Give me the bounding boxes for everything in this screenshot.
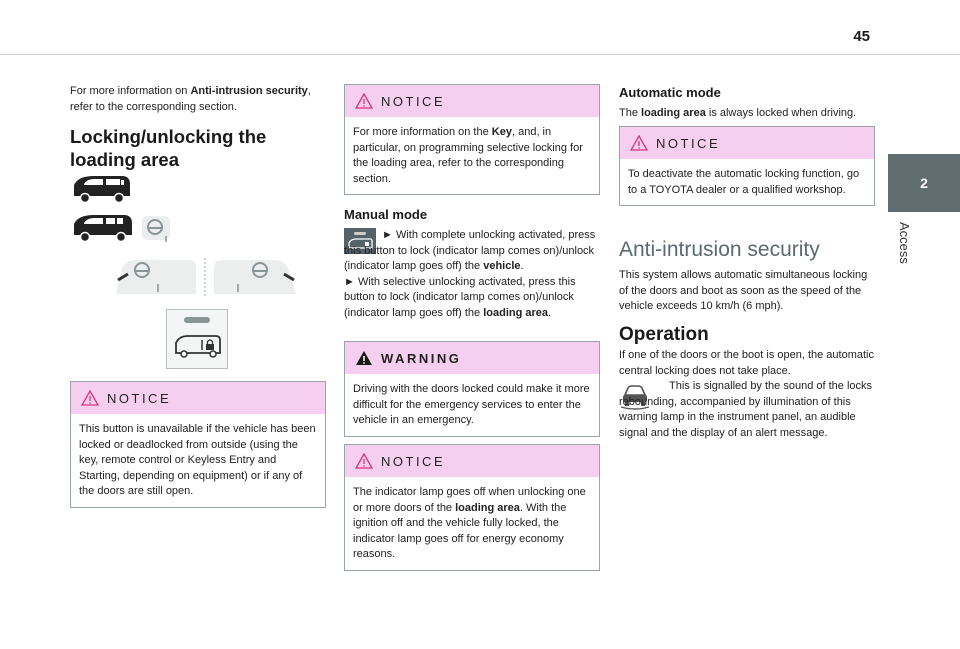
operation-heading: Operation [619, 324, 709, 345]
notice-icon [355, 93, 373, 109]
chapter-tab[interactable] [888, 154, 960, 212]
notice-text: The indicator lamp goes off when unlocking one or more doors of the loading area. With the ignition off and the vehicle fully locked, the indicator lamp goes off for energy economy reasons. [353, 486, 586, 560]
manual-mode-paragraph-1: ► With complete unlocking activated, press this button to lock (indicator lamp comes on)/unlock (indicator lamp goes off) the vehicle. [344, 229, 596, 272]
intro-text: For more information on Anti-intrusion security, refer to the corresponding section. [70, 85, 311, 113]
notice-text: For more information on the Key, and, in particular, on programming selective locking for the loading area, refer to the corresponding section. [353, 126, 583, 185]
notice-icon [355, 453, 373, 469]
notice-text: To deactivate the automatic locking function, go to a TOYOTA dealer or a qualified workshop. [628, 168, 860, 196]
van-illustration-1 [70, 174, 132, 209]
operation-paragraph-1: If one of the doors or the boot is open, the automatic central locking does not take place. [619, 349, 874, 377]
steering-wheel-icon [140, 214, 174, 249]
warning-icon [355, 350, 373, 366]
automatic-mode-text: The loading area is always locked when driving. [619, 107, 857, 119]
warning-text: Driving with the doors locked could make it more difficult for the emergency services to enter the vehicle in an emergency. [353, 383, 590, 426]
notice-header: NOTICE [620, 127, 874, 159]
warning-box-emergency [344, 341, 600, 437]
chapter-tab-label: Access [897, 222, 912, 264]
automatic-mode-heading: Automatic mode [619, 85, 721, 100]
van-illustration-2 [70, 213, 134, 248]
manual-mode-text [344, 228, 600, 321]
manual-mode-heading: Manual mode [344, 207, 428, 222]
page-number: 45 [853, 28, 870, 45]
notice-header: NOTICE [345, 445, 599, 477]
header-rule [0, 54, 960, 55]
notice-box-deactivate [619, 126, 875, 206]
notice-icon [81, 390, 99, 406]
warning-header: WARNING [345, 342, 599, 374]
notice-header: NOTICE [345, 85, 599, 117]
notice-icon [630, 135, 648, 151]
loading-area-lock-button-illustration [166, 309, 228, 374]
notice-text: This button is unavailable if the vehicle has been locked or deadlocked from outside (using the key, remote control or Keyless Entry and Starting, depending on equipment) or if any of the doors are still open. [79, 423, 316, 497]
manual-mode-paragraph-2: ► With selective unlocking activated, press this button to lock (indicator lamp comes on)/unlock (indicator lamp goes off) the loading area. [344, 275, 576, 319]
anti-intrusion-heading: Anti-intrusion security [619, 238, 820, 261]
anti-intrusion-text: This system allows automatic simultaneous locking of the doors and boot as soon as the speed of the vehicle exceeds 10 km/h (6 mph). [619, 269, 868, 312]
notice-header: NOTICE [71, 382, 325, 414]
chapter-tab-number: 2 [920, 175, 928, 191]
notice-box-key [344, 84, 600, 195]
column-1 [70, 84, 326, 171]
section-heading-locking: Locking/unlocking the loading area [70, 126, 267, 170]
door-panels-illustration [112, 254, 300, 305]
operation-paragraph-2: This is signalled by the sound of the locks rebounding, accompanied by illumination of this warning lamp in the instrument panel, an audible signal and the display of an alert message. [619, 380, 873, 439]
notice-box-indicator-lamp [344, 444, 600, 571]
notice-box-button-unavailable [70, 381, 326, 508]
